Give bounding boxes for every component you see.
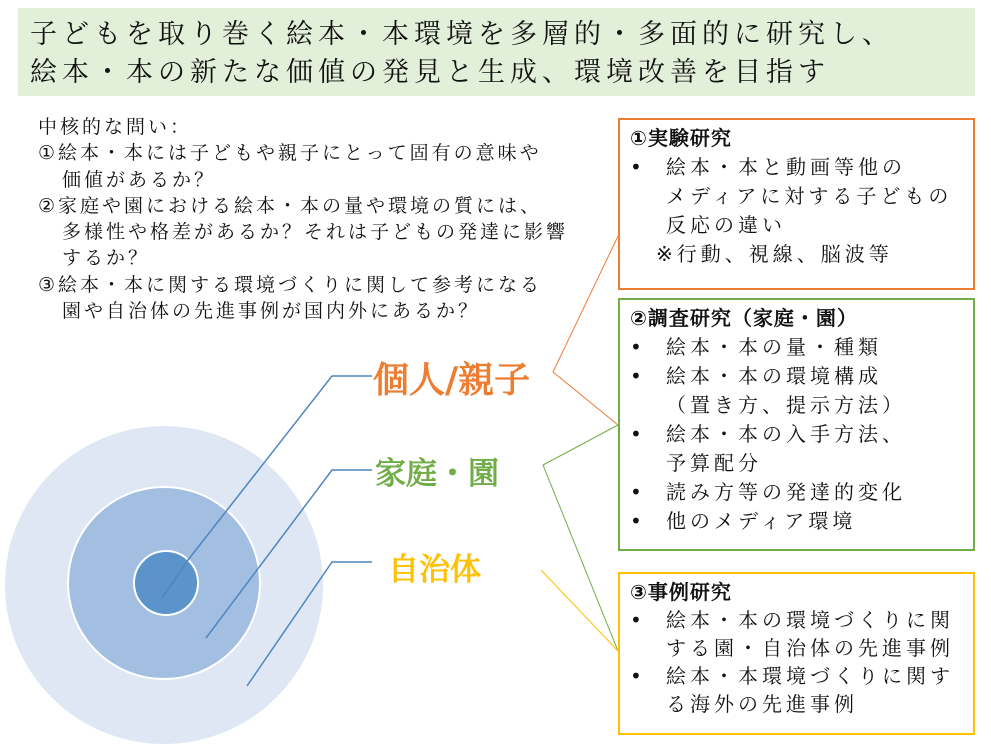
box-title: ②調査研究（家庭・園） [630, 306, 858, 330]
question-line: するか？ [62, 247, 151, 270]
box-title: ③事例研究 [630, 580, 732, 604]
bullet-item: • 絵本・本と動画等他の [630, 153, 973, 182]
question-line: 価値があるか？ [62, 168, 217, 191]
question-line: ①絵本・本には子どもや親子にとって固有の意味や [38, 142, 542, 165]
bullet-item: • 他のメディア環境 [630, 507, 973, 536]
bullet-continuation: 反応の違い [666, 213, 786, 237]
bullet-continuation: ※行動、視線、脳波等 [656, 242, 893, 266]
question-line: 多様性や格差があるか？それは子どもの発達に影響 [62, 221, 569, 244]
bullet-item: • 絵本・本の環境構成 [630, 362, 973, 391]
connector-home [543, 425, 618, 651]
level-label-individual: 個人/親子 [373, 360, 531, 401]
bullet-item: • 絵本・本の量・種類 [630, 333, 973, 362]
box-title: ①実験研究 [630, 126, 732, 150]
question-line: ③絵本・本に関する環境づくりに関して参考になる [38, 273, 543, 296]
bullet-continuation: （置き方、提示方法） [666, 393, 906, 417]
connector-individual [553, 232, 620, 425]
box-survey-research [618, 298, 975, 551]
box-case-study [618, 572, 975, 735]
questions-heading: 中核的な問い： [38, 116, 193, 138]
question-line: 園や自治体の先進事例が国内外にあるか？ [62, 300, 481, 323]
bullet-continuation: 予算配分 [666, 451, 762, 475]
connector-municipality [541, 570, 618, 651]
bullet-item: • 絵本・本の環境づくりに関 [630, 606, 973, 634]
bullet-item: • 絵本・本環境づくりに関す [630, 662, 973, 690]
box-experimental-research [618, 118, 975, 290]
bullet-continuation: する園・自治体の先進事例 [666, 636, 954, 660]
bullet-continuation: る海外の先進事例 [666, 692, 858, 716]
bullet-item: • 読み方等の発達的変化 [630, 478, 973, 507]
bullet-continuation: メディアに対する子どもの [666, 184, 953, 208]
question-line: ②家庭や園における絵本・本の量や環境の質には、 [38, 194, 543, 217]
title-line-2: 絵本・本の新たな価値の発見と生成、環境改善を目指す [30, 57, 830, 88]
level-label-home: 家庭・園 [375, 456, 499, 492]
title-line-1: 子どもを取り巻く絵本・本環境を多層的・多面的に研究し、 [30, 19, 894, 50]
bullet-item: • 絵本・本の入手方法、 [630, 420, 973, 449]
level-label-municipality: 自治体 [388, 552, 481, 588]
